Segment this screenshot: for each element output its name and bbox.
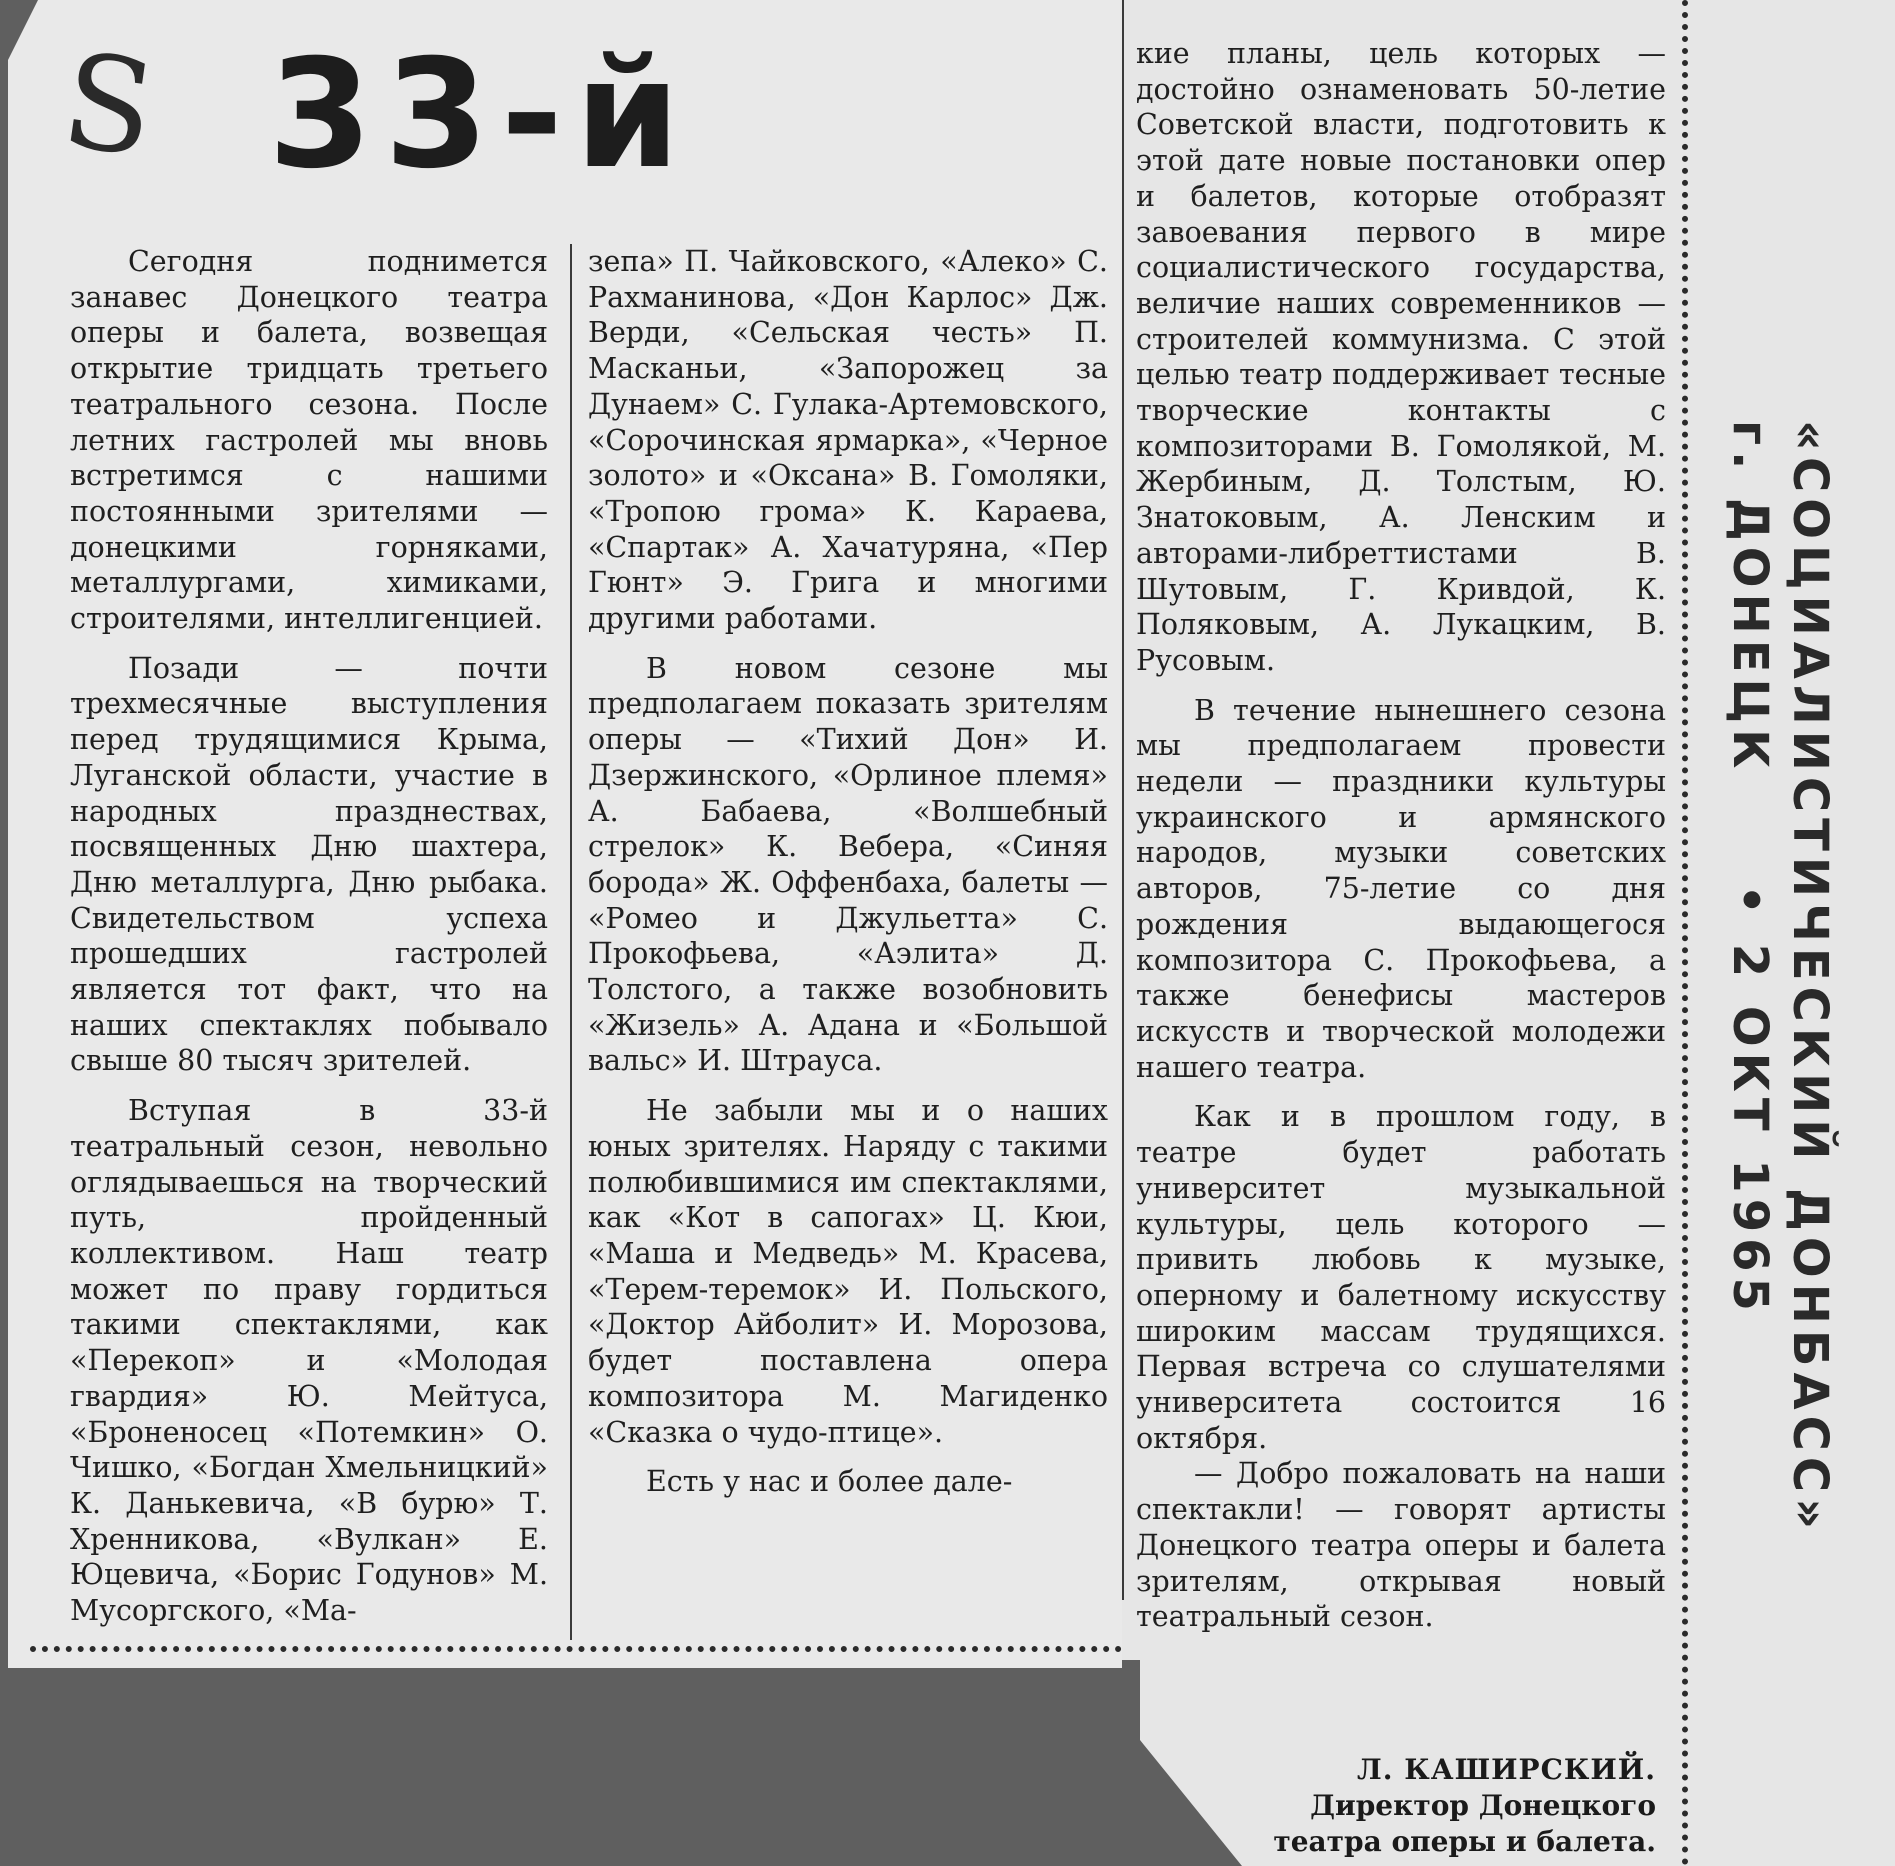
paragraph: Позади — почти трехмесячные выступления перед трудящимися Крыма, Луганской области, участие в народных празднествах, посвященных Дню шахтера, Дню металлурга, Дню рыбака. Свидетельством успеха прошедших гастролей является тот факт, что на наших спектаклях побывало свыше 80 тысяч зрителей. bbox=[70, 651, 548, 1078]
stamp-place: г. ДОНЕЦК bbox=[1722, 420, 1778, 775]
stamp-date: • 2 ОКТ 1965 bbox=[1722, 884, 1778, 1317]
column-divider bbox=[1122, 0, 1124, 1600]
article-column-1 bbox=[70, 244, 548, 1629]
paragraph: Не забыли мы и о наших юных зрителях. Наряду с такими полюбившимися им спектаклями, как «Кот в сапогах» Ц. Кюи, «Маша и Медведь» М. Красева, «Терем-теремок» И. Польского, «Доктор Айболит» И. Морозова, будет поставлена опера композитора М. Магиденко «Сказка о чудо-птице». bbox=[588, 1094, 1108, 1449]
stamp-place-date bbox=[1720, 420, 1780, 1535]
article-column-2 bbox=[588, 244, 1108, 1500]
cut-line-horizontal bbox=[30, 1646, 1122, 1652]
article-signature bbox=[1136, 1752, 1656, 1860]
paragraph: В течение нынешнего сезона мы предполагаем провести недели — праздники культуры украинского и армянского народов, музыки советских авторов, 75-летие со дня рождения выдающегося композитора С. Прокофьева, а также бенефисы мастеров искусств и творческой молодежи нашего театра. bbox=[1136, 693, 1666, 1084]
author-position: театра оперы и балета. bbox=[1273, 1825, 1656, 1858]
paragraph: Сегодня поднимется занавес Донецкого театра оперы и балета, возвещая открытие тридцать третьего театрального сезона. После летних гастролей мы вновь встретимся с нашими постоянными зрителями — донецкими горняками, металлургами, химиками, строителями, интеллигенцией. bbox=[70, 245, 548, 636]
paragraph: Как и в прошлом году, в театре будет работать университет музыкальной культуры, цель которого — привить любовь к музыке, оперному и балетному искусству широким массам трудящихся. Первая встреча со слушателями университета состоится 16 октября. bbox=[1136, 1100, 1666, 1455]
column-divider bbox=[570, 244, 572, 1640]
article-column-3 bbox=[1136, 36, 1666, 1635]
author-name: Л. КАШИРСКИЙ. bbox=[1357, 1753, 1656, 1786]
stamp-newspaper-name: «СОЦИАЛИСТИЧЕСКИЙ ДОНБАСС» bbox=[1782, 420, 1838, 1536]
paragraph: Есть у нас и более дале- bbox=[646, 1465, 1013, 1499]
author-position: Директор Донецкого bbox=[1310, 1789, 1656, 1822]
article-title: 33-й bbox=[268, 28, 693, 202]
paragraph: зепа» П. Чайковского, «Алеко» С. Рахманинова, «Дон Карлос» Дж. Верди, «Сельская честь» П. Масканьи, «Запорожец за Дунаем» С. Гулака-Артемовского, «Сорочинская ярмарка», «Черное золото» и «Оксана» В. Гомоляки, «Тропою грома» К. Караева, «Спартак» А. Хачатуряна, «Пер Гюнт» Э. Грига и многими другими работами. bbox=[588, 245, 1108, 636]
newspaper-stamp bbox=[1720, 420, 1840, 1535]
cut-line-vertical bbox=[1682, 0, 1688, 1866]
handwritten-mark: S bbox=[53, 23, 164, 187]
paragraph: Вступая в 33-й театральный сезон, невольно оглядываешься на творческий путь, пройденный коллективом. Наш театр может по праву гордиться такими спектаклями, как «Перекоп» и «Молодая гвардия» Ю. Мейтуса, «Броненосец «Потемкин» О. Чишко, «Богдан Хмельницкий» К. Данькевича, «В бурю» Т. Хренникова, «Вулкан» Е. Юцевича, «Борис Годунов» М. Мусоргского, «Ма- bbox=[70, 1094, 548, 1628]
paragraph: кие планы, цель которых — достойно ознаменовать 50-летие Советской власти, подготовить к этой дате новые постановки опер и балетов, которые отобразят завоевания первого в мире социалистического государства, величие наших современников — строителей коммунизма. С этой целью театр поддерживает тесные творческие контакты с композиторами В. Гомолякой, М. Жербиным, Д. Толстым, Ю. Знатоковым, А. Ленским и авторами-либреттистами В. Шутовым, Г. Кривдой, К. Поляковым, А. Лукацким, В. Русовым. bbox=[1136, 37, 1666, 677]
paragraph: — Добро пожаловать на наши спектакли! — говорят артисты Донецкого театра оперы и балета зрителям, открывая новый театральный сезон. bbox=[1136, 1457, 1666, 1634]
background-gray-area bbox=[0, 1672, 1140, 1866]
paragraph: В новом сезоне мы предполагаем показать зрителям оперы — «Тихий Дон» И. Дзержинского, «Орлиное племя» А. Бабаева, «Волшебный стрелок» К. Вебера, «Синяя борода» Ж. Оффенбаха, балеты — «Ромео и Джульетта» С. Прокофьева, «Аэлита» Д. Толстого, а также возобновить «Жизель» А. Адана и «Большой вальс» И. Штрауса. bbox=[588, 651, 1108, 1078]
